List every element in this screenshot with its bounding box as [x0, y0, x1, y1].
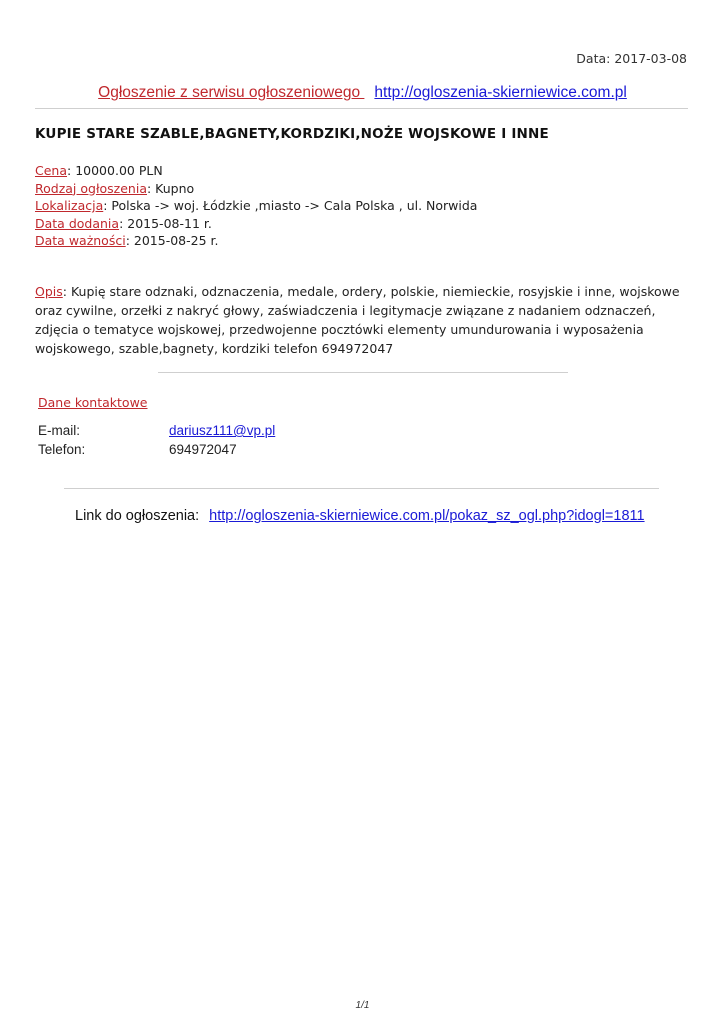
document-date	[572, 51, 687, 66]
description-text: : Kupię stare odznaki, odznaczenia, medale, ordery, polskie, niemieckie, rosyjskie i inne, wojskowe oraz cywilne, orzełki z nakryć głowy, zaświadczenia i legitymacje związane z nadaniem odznaczeń, zdjęcia o tematyce wojskowej, przedwojenne pocztówki elementy umundurowania i wyposażenia wojskowego, szable,bagnety, kordziki telefon 694972047	[35, 284, 680, 356]
ad-link[interactable]: http://ogloszenia-skierniewice.com.pl/pokaz_sz_ogl.php?idogl=1811	[209, 508, 645, 524]
ad-link-label: Link do ogłoszenia:	[75, 508, 200, 524]
phone-label: Telefon:	[38, 442, 86, 457]
field-expiry-date	[35, 232, 477, 250]
field-value: : 2015-08-25 r.	[125, 233, 219, 248]
ad-link-line	[75, 508, 645, 524]
field-location	[35, 197, 477, 215]
field-label: Data ważności	[35, 233, 126, 248]
source-text: Ogłoszenie z serwisu ogłoszeniowego	[98, 84, 365, 101]
field-value: : 10000.00 PLN	[67, 163, 163, 178]
field-value: : Polska -> woj. Łódzkie ,miasto -> Cala Polska , ul. Norwida	[103, 198, 478, 213]
divider	[35, 108, 688, 109]
description	[35, 282, 685, 358]
field-value: : Kupno	[146, 180, 195, 196]
contact-email-row	[38, 421, 275, 440]
field-value: : 2015-08-11 r.	[119, 215, 212, 231]
source-header	[0, 84, 725, 102]
page-number: 1/1	[355, 1000, 370, 1011]
field-label: Cena	[35, 163, 68, 178]
email-label: E-mail:	[38, 423, 81, 438]
contact-phone-row	[38, 440, 275, 459]
date-value: 2017-03-08	[614, 51, 687, 66]
phone-value: 694972047	[169, 442, 237, 457]
divider	[158, 372, 568, 373]
contact-heading: Dane kontaktowe	[38, 395, 148, 410]
field-date-added	[35, 215, 477, 233]
date-label: Data:	[576, 51, 611, 66]
field-label: Data dodania	[35, 215, 120, 231]
description-label: Opis	[35, 284, 63, 299]
ad-title: KUPIE STARE SZABLE,BAGNETY,KORDZIKI,NOŻE WOJSKOWE I INNE	[35, 126, 549, 142]
ad-details	[35, 162, 477, 250]
source-url-link[interactable]: http://ogloszenia-skierniewice.com.pl	[374, 84, 627, 101]
field-type	[35, 180, 477, 198]
divider	[64, 488, 659, 489]
field-price	[35, 162, 477, 180]
field-label: Lokalizacja	[35, 198, 104, 213]
field-label: Rodzaj ogłoszenia	[35, 180, 147, 196]
email-link[interactable]: dariusz111@vp.pl	[169, 423, 276, 438]
contact-details	[38, 421, 275, 459]
